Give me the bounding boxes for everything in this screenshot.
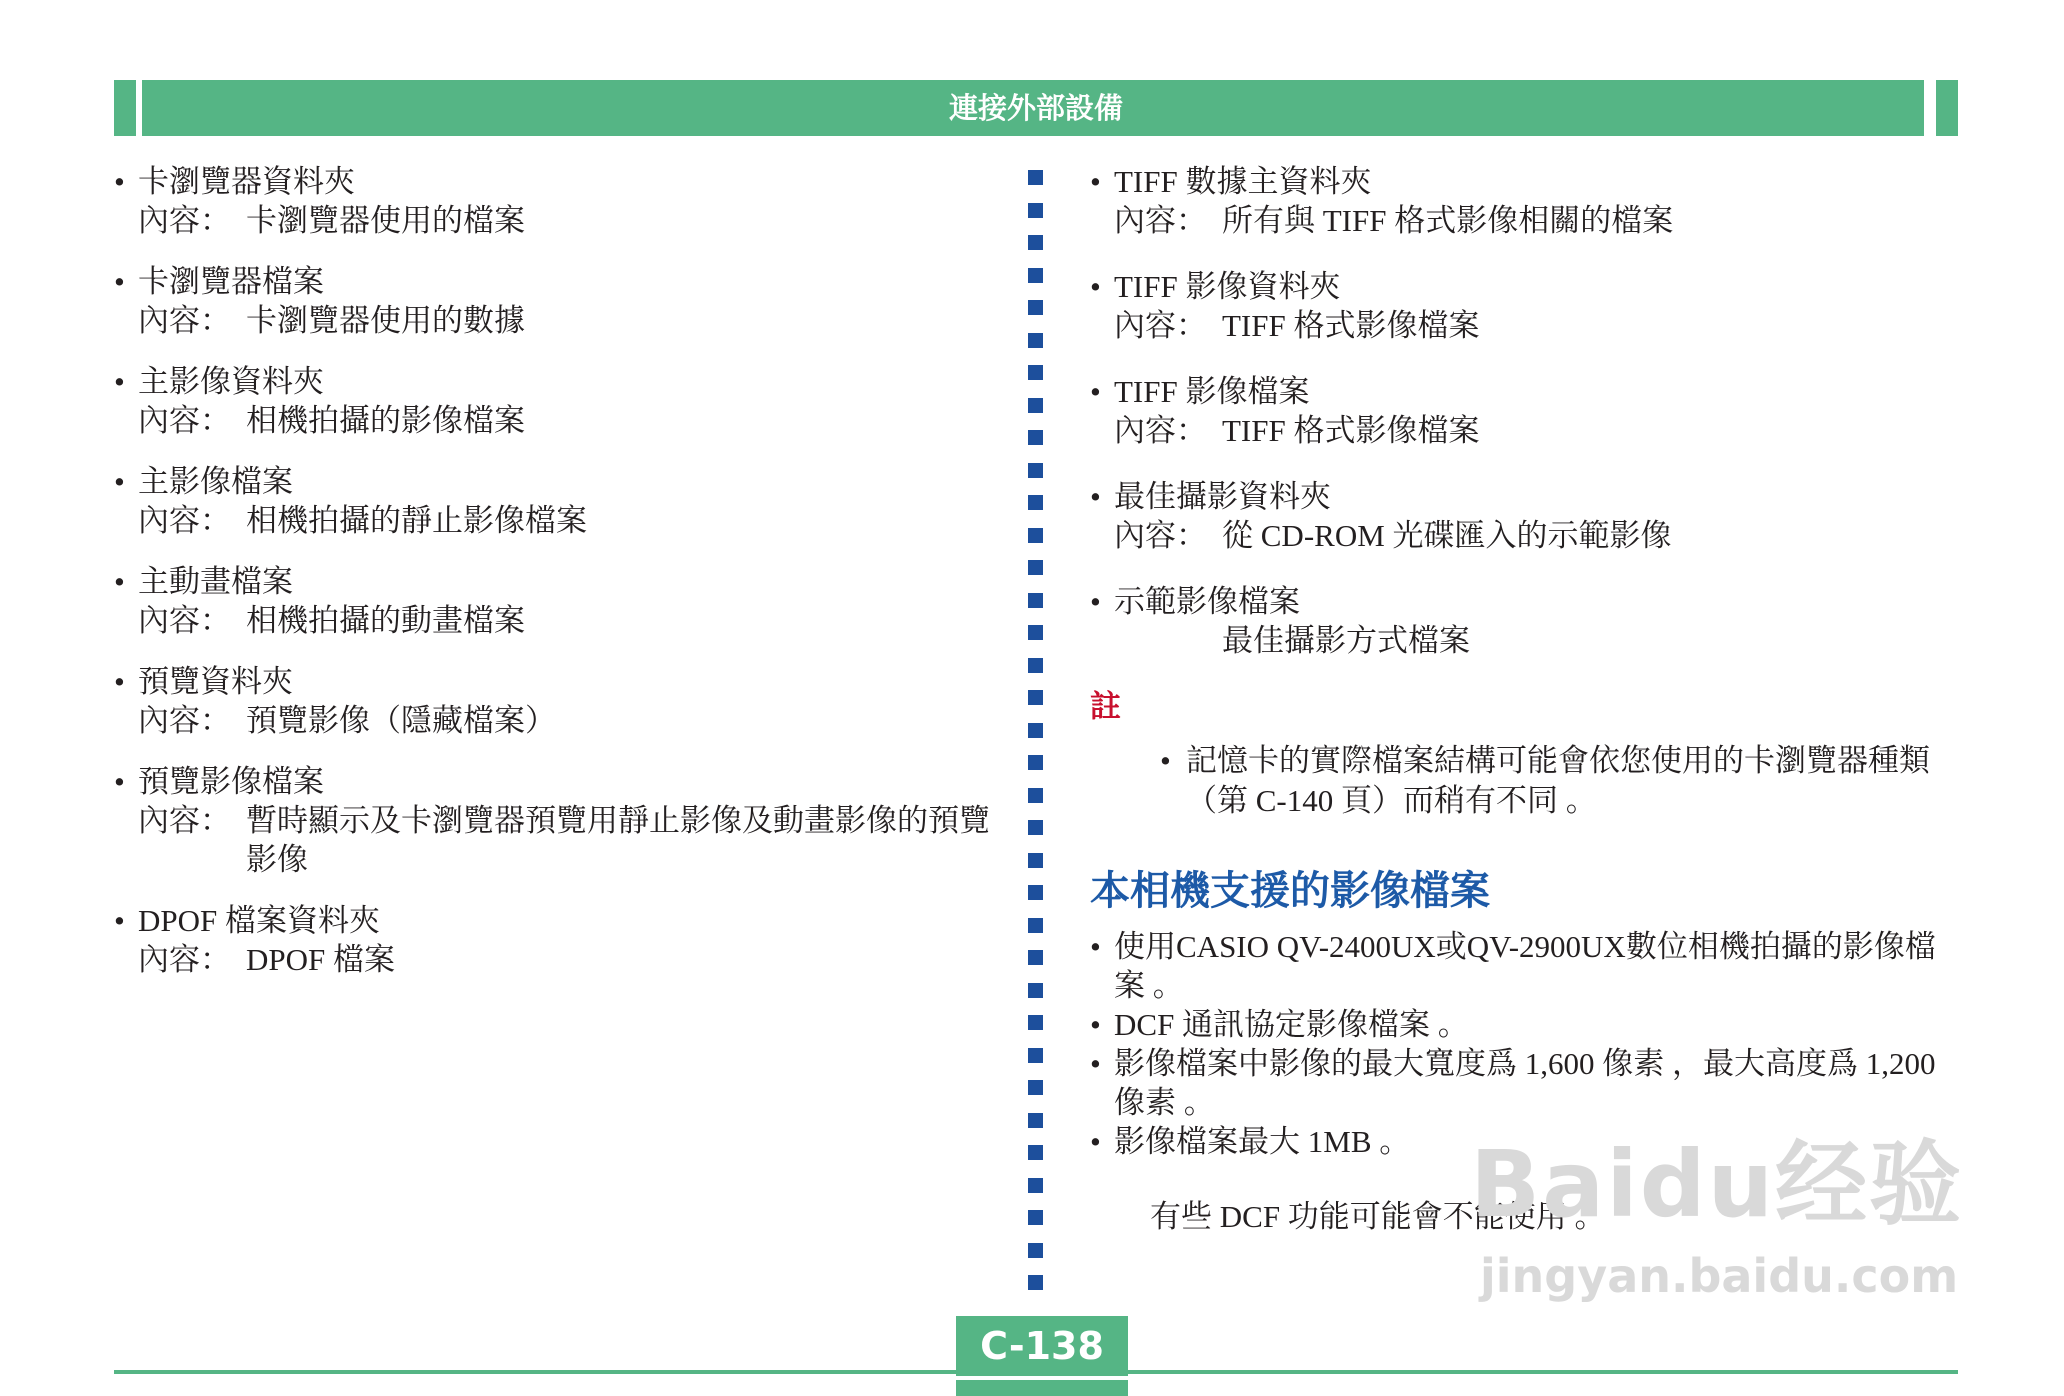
file-entry: [1090, 267, 1960, 345]
divider-square: [1028, 1178, 1043, 1193]
entry-description: [114, 701, 1004, 740]
entry-name: 主動畫檔案: [138, 564, 293, 599]
entry-description-text: 卡瀏覽器使用的檔案: [246, 203, 525, 238]
divider-square: [1028, 1048, 1043, 1063]
support-item-text: 影像檔案最大 1MB 。: [1114, 1124, 1411, 1159]
divider-square: [1028, 723, 1043, 738]
divider-square: [1028, 365, 1043, 380]
entry-name: TIFF 數據主資料夾: [1114, 164, 1372, 199]
entry-description-label: 內容：: [138, 803, 231, 838]
entry-description-label: 內容：: [1114, 518, 1207, 553]
bullet: •: [1090, 1124, 1101, 1159]
entry-name: 主影像資料夾: [138, 364, 324, 399]
bullet: •: [1160, 743, 1171, 778]
file-entry: [1090, 162, 1960, 240]
entry-description: [114, 201, 1004, 240]
bullet: •: [1090, 1046, 1101, 1081]
divider-square: [1028, 268, 1043, 283]
divider-square: [1028, 430, 1043, 445]
left-column: [114, 162, 1004, 1001]
entry-name: TIFF 影像資料夾: [1114, 269, 1341, 304]
entry-name: 卡瀏覽器資料夾: [138, 164, 355, 199]
entry-description-text: 相機拍攝的靜止影像檔案: [246, 503, 587, 538]
divider-square: [1028, 820, 1043, 835]
entry-description: [114, 501, 1004, 540]
divider-square: [1028, 1275, 1043, 1290]
divider-square: [1028, 1113, 1043, 1128]
divider-square: [1028, 658, 1043, 673]
entry-name: 預覽影像檔案: [138, 764, 324, 799]
support-footnote: 有些 DCF 功能可能會不能使用 。: [1150, 1199, 1606, 1234]
bullet: •: [1090, 1007, 1101, 1042]
entry-description: [1090, 516, 1960, 555]
divider-square: [1028, 560, 1043, 575]
divider-square: [1028, 1145, 1043, 1160]
divider-square: [1028, 495, 1043, 510]
entry-description: [114, 401, 1004, 440]
section-title: 連接外部設備: [948, 91, 1123, 125]
entry-description-label: 內容：: [1114, 413, 1207, 448]
entry-description-label: 內容：: [138, 403, 231, 438]
note-title: 註: [1090, 689, 1121, 725]
divider-square: [1028, 983, 1043, 998]
divider-square: [1028, 625, 1043, 640]
bullet: •: [114, 664, 125, 699]
divider-square: [1028, 398, 1043, 413]
bullet: •: [114, 764, 125, 799]
watermark-logo: Baidu经验: [1470, 1131, 1964, 1238]
file-entry: [114, 562, 1004, 640]
bullet: •: [1090, 374, 1101, 409]
divider-square: [1028, 300, 1043, 315]
entry-description-text: 卡瀏覽器使用的數據: [246, 303, 525, 338]
support-item-text: 影像檔案中影像的最大寬度爲 1,600 像素 ，最大高度爲 1,200 像素 。: [1114, 1046, 1936, 1120]
file-entry: [114, 362, 1004, 440]
divider-square: [1028, 593, 1043, 608]
entry-description-text: 所有與 TIFF 格式影像相關的檔案: [1222, 203, 1674, 238]
watermark: [1470, 1130, 1970, 1320]
entry-description: [114, 601, 1004, 640]
note-item: [1090, 741, 1960, 821]
file-entry: [1090, 477, 1960, 555]
entry-name: 主影像檔案: [138, 464, 293, 499]
support-item: [1090, 927, 1960, 1005]
entry-description-text: TIFF 格式影像檔案: [1222, 308, 1480, 343]
support-item-text: 使用CASIO QV-2400UX或QV-2900UX數位相機拍攝的影像檔案 。: [1114, 929, 1936, 1003]
entry-description-text: DPOF 檔案: [246, 942, 396, 977]
note-text: 記憶卡的實際檔案結構可能會依您使用的卡瀏覽器種類（第 C-140 頁）而稍有不同 。: [1186, 743, 1930, 818]
bullet: •: [1090, 164, 1101, 199]
entry-description: [114, 301, 1004, 340]
entry-description-label: 內容：: [1114, 308, 1207, 343]
divider-square: [1028, 918, 1043, 933]
support-item: [1090, 1044, 1960, 1122]
right-column: [1090, 162, 1960, 1237]
entry-description-text: 從 CD-ROM 光碟匯入的示範影像: [1222, 518, 1672, 553]
divider-square: [1028, 755, 1043, 770]
divider-square: [1028, 333, 1043, 348]
bullet: •: [1090, 584, 1101, 619]
bullet: •: [114, 903, 125, 938]
bullet: •: [114, 564, 125, 599]
divider-square: [1028, 885, 1043, 900]
entry-description-label: 內容：: [138, 603, 231, 638]
entry-description: [114, 801, 1004, 879]
support-item-text: DCF 通訊協定影像檔案 。: [1114, 1007, 1469, 1042]
entry-description-text: 最佳攝影方式檔案: [1222, 623, 1470, 658]
entry-description-label: 內容：: [138, 503, 231, 538]
divider-square: [1028, 528, 1043, 543]
divider-square: [1028, 235, 1043, 250]
entry-description: [1090, 621, 1960, 660]
support-item: [1090, 1005, 1960, 1044]
entry-description-text: 相機拍攝的動畫檔案: [246, 603, 525, 638]
entry-description-label: 內容：: [138, 203, 231, 238]
entry-description: [1090, 201, 1960, 240]
entry-description-text: TIFF 格式影像檔案: [1222, 413, 1480, 448]
divider-square: [1028, 853, 1043, 868]
section-header-bar: [114, 80, 1958, 136]
file-entry: [114, 462, 1004, 540]
entry-description: [114, 940, 1004, 979]
support-heading: 本相機支援的影像檔案: [1090, 868, 1490, 914]
divider-square: [1028, 788, 1043, 803]
entry-description-label: [1114, 621, 1222, 660]
file-entry: [114, 901, 1004, 979]
entry-description-text: 相機拍攝的影像檔案: [246, 403, 525, 438]
bullet: •: [1090, 479, 1101, 514]
entry-description-label: 內容：: [138, 303, 231, 338]
bullet: •: [1090, 269, 1101, 304]
divider-square: [1028, 203, 1043, 218]
file-entry: [1090, 372, 1960, 450]
entry-name: 最佳攝影資料夾: [1114, 479, 1331, 514]
entry-name: 卡瀏覽器檔案: [138, 264, 324, 299]
entry-description-label: 內容：: [138, 942, 231, 977]
entry-description-text: 暫時顯示及卡瀏覽器預覽用靜止影像及動畫影像的預覽影像: [246, 803, 990, 877]
divider-square: [1028, 690, 1043, 705]
bullet: •: [114, 164, 125, 199]
entry-description: [1090, 411, 1960, 450]
page-number: C-138: [956, 1316, 1128, 1376]
entry-description-label: 內容：: [138, 703, 231, 738]
entry-description-text: 預覽影像（隱藏檔案）: [246, 703, 556, 738]
divider-square: [1028, 1210, 1043, 1225]
watermark-url: jingyan.baidu.com: [1480, 1249, 1959, 1303]
bullet: •: [114, 364, 125, 399]
divider-square: [1028, 1080, 1043, 1095]
file-entry: [114, 162, 1004, 240]
entry-description: [1090, 306, 1960, 345]
page-number-box-foot: [956, 1380, 1128, 1396]
entry-name: DPOF 檔案資料夾: [138, 903, 381, 938]
support-list: [1090, 927, 1960, 1161]
file-entry: [114, 662, 1004, 740]
file-entry: [1090, 582, 1960, 660]
file-entry: [114, 262, 1004, 340]
entry-name: 示範影像檔案: [1114, 584, 1300, 619]
divider-square: [1028, 170, 1043, 185]
bullet: •: [1090, 929, 1101, 964]
divider-square: [1028, 1015, 1043, 1030]
right-entry-list: [1090, 162, 1960, 660]
entry-name: 預覽資料夾: [138, 664, 293, 699]
divider-square: [1028, 950, 1043, 965]
divider-square: [1028, 1243, 1043, 1258]
bullet: •: [114, 264, 125, 299]
file-entry: [114, 762, 1004, 879]
entry-name: TIFF 影像檔案: [1114, 374, 1310, 409]
bullet: •: [114, 464, 125, 499]
divider-square: [1028, 463, 1043, 478]
entry-description-label: 內容：: [1114, 203, 1207, 238]
